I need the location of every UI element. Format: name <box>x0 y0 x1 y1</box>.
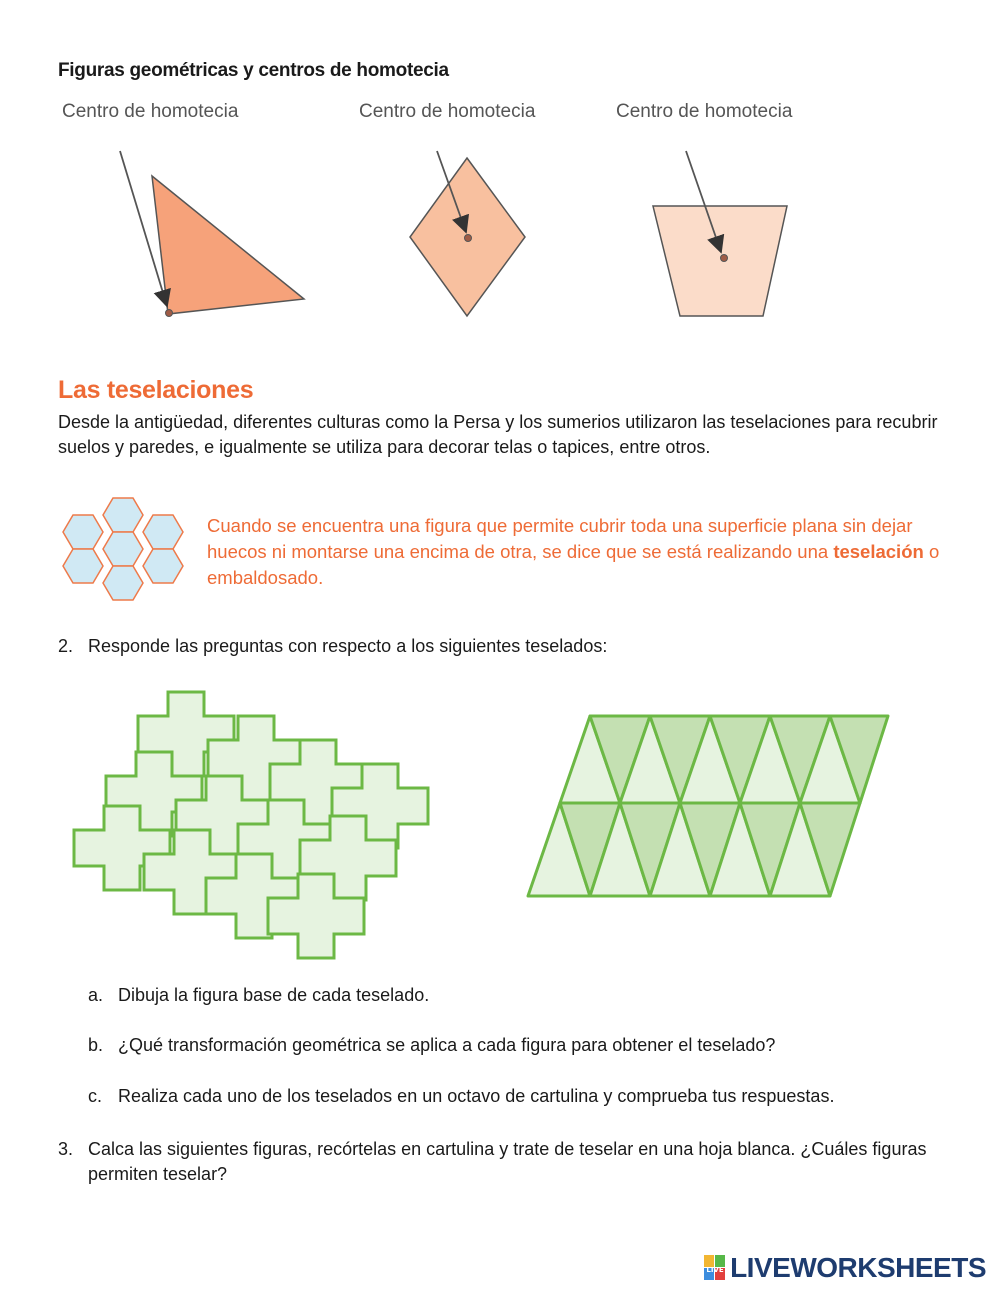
trapezoid-figure <box>653 151 787 316</box>
logo-badge-icon <box>704 1255 726 1281</box>
logo-badge-text: LIVE <box>706 1266 724 1274</box>
figure-label-2: Centro de homotecia <box>359 101 536 122</box>
liveworksheets-logo <box>704 1252 986 1284</box>
question-3 <box>58 1137 958 1189</box>
rhombus-figure <box>410 151 525 316</box>
question-3-number: 3. <box>58 1139 74 1159</box>
item-letter-b: b. <box>88 1035 104 1055</box>
teselaciones-paragraph: Desde la antigüedad, diferentes culturas como la Persa y los sumerios utilizaron las teselaciones para recubrir suelos y paredes, e igualmente se utiliza para decorar telas o tapices, entre otros. <box>58 412 938 457</box>
question-2-text: Responde las preguntas con respecto a los siguientes teselados: <box>88 636 608 656</box>
question-2a <box>88 983 968 1009</box>
triangle-tessellation <box>520 708 900 908</box>
section-title: Figuras geométricas y centros de homotecia <box>58 60 449 81</box>
callout-bold: teselación <box>833 541 924 562</box>
definition-callout <box>207 513 957 591</box>
item-text-a: Dibuja la figura base de cada teselado. <box>118 985 430 1005</box>
homothety-figures <box>0 0 1000 340</box>
question-2b <box>88 1033 968 1059</box>
question-2-number: 2. <box>58 636 74 656</box>
cross-tessellation <box>60 688 450 968</box>
question-2 <box>58 634 958 660</box>
triangle-figure <box>120 151 304 317</box>
figure-label-1: Centro de homotecia <box>62 101 239 122</box>
item-text-b: ¿Qué transformación geométrica se aplica a cada figura para obtener el teselado? <box>118 1035 776 1055</box>
figure-label-3: Centro de homotecia <box>616 101 793 122</box>
teselaciones-title: Las teselaciones <box>58 376 254 404</box>
callout-text-2: o embaldosado. <box>207 541 940 588</box>
question-2c <box>88 1084 968 1110</box>
item-letter-a: a. <box>88 985 104 1005</box>
question-3-text: Calca las siguientes figuras, recórtelas en cartulina y trate de teselar en una hoja blanca. ¿Cuáles figuras permiten teselar? <box>88 1139 927 1184</box>
item-letter-c: c. <box>88 1086 103 1106</box>
callout-text-1: Cuando se encuentra una figura que permite cubrir toda una superficie plana sin dejar huecos ni montarse una encima de otra, se dice que se está realizando una <box>207 515 913 562</box>
item-text-c: Realiza cada uno de los teselados en un octavo de cartulina y comprueba tus respuestas. <box>118 1086 835 1106</box>
logo-text: LIVEWORKSHEETS <box>730 1252 986 1283</box>
hexagon-tessellation-icon <box>55 490 195 620</box>
